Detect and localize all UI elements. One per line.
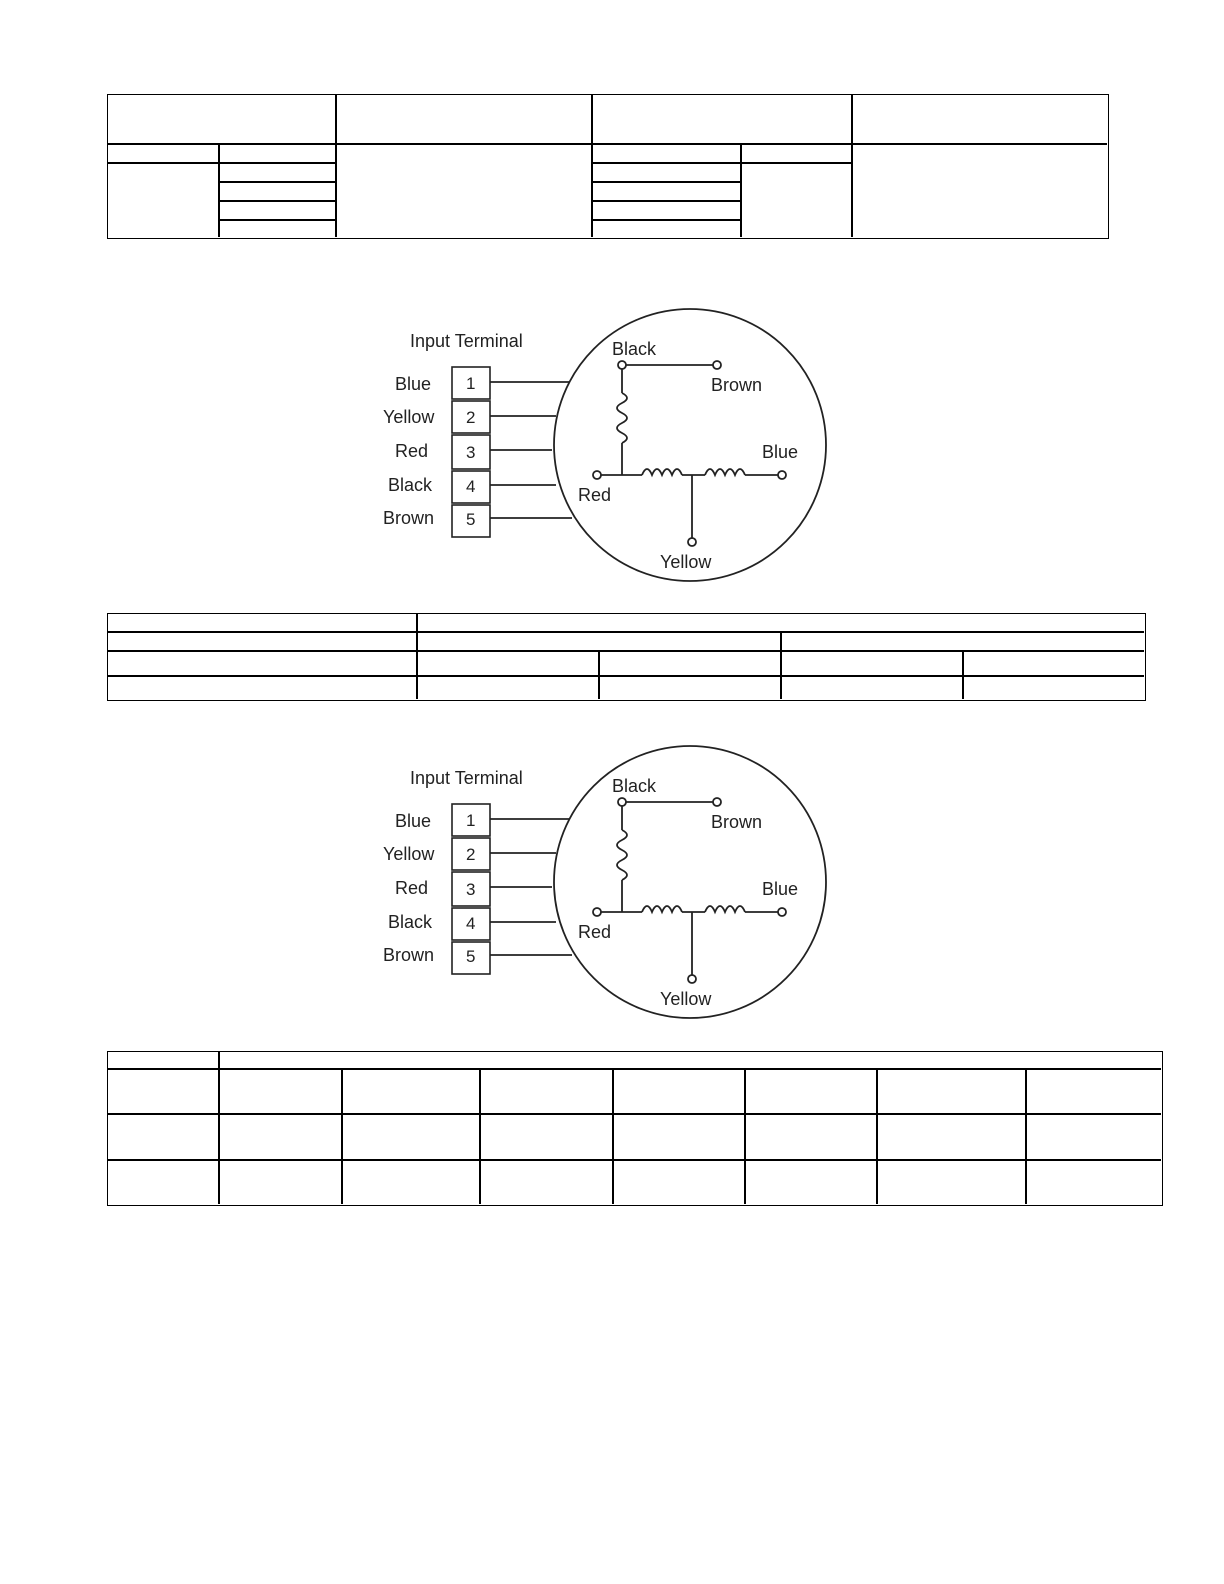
terminal-number: 2 [466,408,476,427]
motor-label-red: Red [578,922,612,942]
table-2-rule [108,631,1144,633]
input-terminal-heading: Input Terminal [410,331,523,351]
table-1-rule [108,143,1107,145]
table-2-rule [962,650,964,699]
terminal-number: 1 [466,811,476,830]
motor-label-blue: Blue [762,879,799,899]
table-1-rule [740,143,742,237]
wiring-diagram-2 [360,742,840,1027]
terminal-wire-label: Yellow [383,844,435,864]
table-1-rule [218,200,335,202]
wiring-diagram-1 [360,305,840,590]
terminal-wire-label: Yellow [383,407,435,427]
motor-label-red: Red [578,485,612,505]
motor-label-blue: Blue [762,442,799,462]
terminal-number: 3 [466,443,476,462]
motor-label-brown: Brown [711,375,763,395]
table-3-rule [479,1068,481,1204]
terminal-number: 5 [466,947,476,966]
motor-label-yellow: Yellow [660,989,712,1009]
terminal-number: 4 [466,477,476,496]
table-1-rule [851,95,853,237]
table-3-rule [108,1159,1161,1161]
motor-label-yellow: Yellow [660,552,712,572]
table-1-rule [218,181,335,183]
terminal-number: 1 [466,374,476,393]
table-2-rule [108,675,1144,677]
terminal-number: 3 [466,880,476,899]
terminal-leads [490,819,572,955]
table-1-rule [108,162,335,164]
table-2 [107,613,1146,701]
table-3-rule [108,1113,1161,1115]
motor-label-black: Black [612,776,657,796]
table-1-rule [591,95,593,237]
table-3-rule [218,1052,220,1204]
terminal-wire-label: Brown [383,945,435,965]
table-1-rule [591,162,851,164]
terminal-wire-label: Black [388,912,433,932]
table-3-rule [876,1068,878,1204]
motor-label-black: Black [612,339,657,359]
motor-label-brown: Brown [711,812,763,832]
terminal-wire-label: Blue [395,374,432,394]
table-3-rule [612,1068,614,1204]
terminal-leads [490,382,572,518]
terminal-wire-label: Brown [383,508,435,528]
table-2-rule [416,614,418,699]
table-1-rule [591,200,740,202]
table-1-rule [591,219,740,221]
table-1-rule [218,143,220,237]
terminal-number: 5 [466,510,476,529]
table-3-rule [108,1068,1161,1070]
terminal-number: 4 [466,914,476,933]
table-1-rule [335,95,337,237]
table-2-rule [598,650,600,699]
input-terminal-heading: Input Terminal [410,768,523,788]
terminal-wire-label: Blue [395,811,432,831]
table-1-rule [218,219,335,221]
table-3-rule [1025,1068,1027,1204]
table-1 [107,94,1109,239]
table-3-rule [744,1068,746,1204]
terminal-wire-label: Red [395,878,429,898]
table-1-rule [591,181,740,183]
table-2-rule [108,650,1144,652]
table-3 [107,1051,1163,1206]
terminal-wire-label: Red [395,441,429,461]
table-2-rule [780,631,782,699]
terminal-number: 2 [466,845,476,864]
table-3-rule [341,1068,343,1204]
terminal-wire-label: Black [388,475,433,495]
